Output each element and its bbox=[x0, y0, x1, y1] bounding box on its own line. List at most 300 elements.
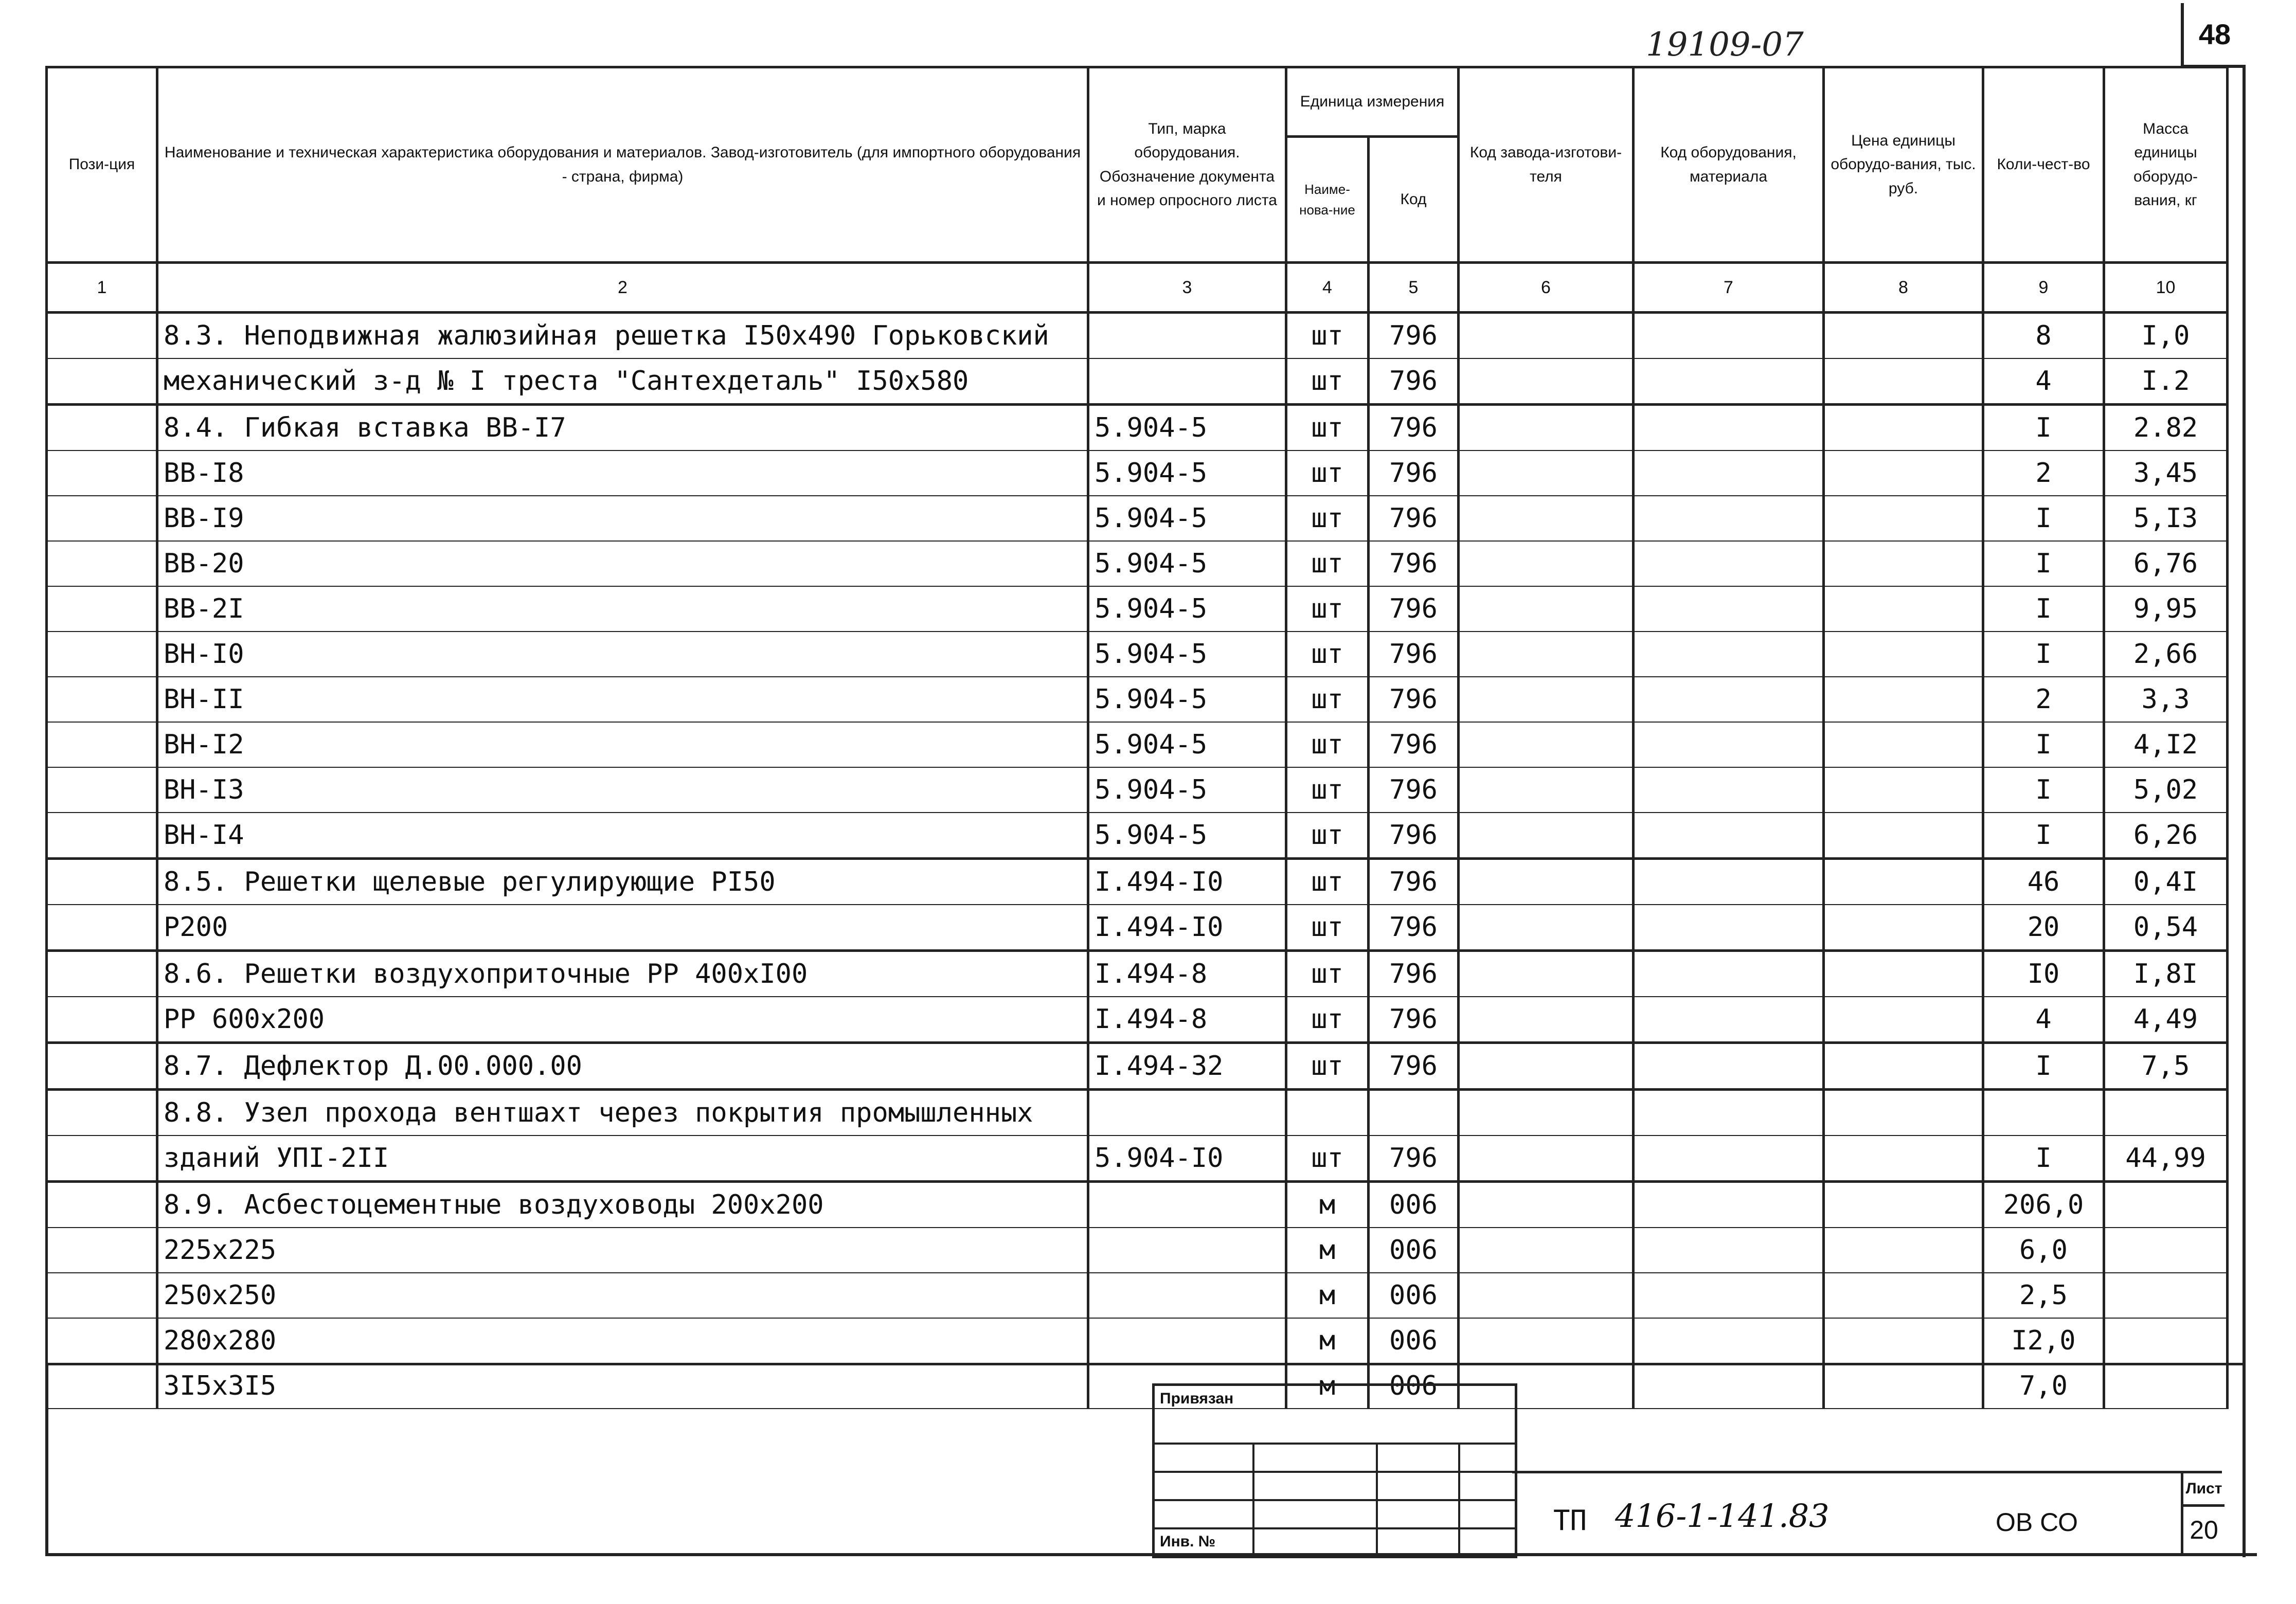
cell-maker-code bbox=[1459, 313, 1634, 359]
cell-position bbox=[47, 1090, 157, 1136]
cell-name: 250х250 bbox=[157, 1273, 1088, 1318]
table-row bbox=[47, 1043, 2228, 1090]
cell-unit-name: шт bbox=[1286, 405, 1369, 451]
cell-unit-name: шт bbox=[1286, 813, 1369, 859]
cell-type: 5.904-5 bbox=[1088, 450, 1286, 496]
cell-name: 280х280 bbox=[157, 1318, 1088, 1363]
cell-price bbox=[1824, 1228, 1983, 1273]
cell-equipment-code bbox=[1634, 405, 1824, 451]
table-row bbox=[47, 1273, 2228, 1318]
cell-quantity: 7,0 bbox=[1983, 1363, 2104, 1409]
cell-unit-name: шт bbox=[1286, 496, 1369, 541]
cell-maker-code bbox=[1459, 1136, 1634, 1182]
cell-equipment-code bbox=[1634, 1228, 1824, 1273]
cell-unit-code bbox=[1369, 1090, 1459, 1136]
cell-name: ВН-II bbox=[157, 677, 1088, 722]
cell-price bbox=[1824, 859, 1983, 905]
cell-mass: 9,95 bbox=[2104, 586, 2228, 632]
cell-unit-name: шт bbox=[1286, 541, 1369, 586]
cell-equipment-code bbox=[1634, 313, 1824, 359]
col-number: 3 bbox=[1088, 263, 1286, 313]
cell-unit-code: 006 bbox=[1369, 1363, 1459, 1409]
cell-maker-code bbox=[1459, 1318, 1634, 1363]
cell-unit-name: м bbox=[1286, 1363, 1369, 1409]
cell-maker-code bbox=[1459, 1228, 1634, 1273]
cell-price bbox=[1824, 632, 1983, 677]
cell-unit-name: шт bbox=[1286, 997, 1369, 1043]
cell-type: 5.904-5 bbox=[1088, 767, 1286, 813]
cell-position bbox=[47, 1182, 157, 1228]
col-number: 2 bbox=[157, 263, 1088, 313]
cell-type: I.494-8 bbox=[1088, 951, 1286, 997]
cell-unit-name: шт bbox=[1286, 632, 1369, 677]
header-maker-code: Код завода-изготови-теля bbox=[1459, 67, 1634, 263]
cell-unit-code: 006 bbox=[1369, 1228, 1459, 1273]
cell-unit-name: шт bbox=[1286, 905, 1369, 951]
cell-price bbox=[1824, 722, 1983, 767]
cell-price bbox=[1824, 1043, 1983, 1090]
cell-name: ВВ-20 bbox=[157, 541, 1088, 586]
cell-maker-code bbox=[1459, 358, 1634, 405]
cell-position bbox=[47, 632, 157, 677]
cell-maker-code bbox=[1459, 1090, 1634, 1136]
cell-quantity: I bbox=[1983, 541, 2104, 586]
col-number: 10 bbox=[2104, 263, 2228, 313]
cell-quantity: 8 bbox=[1983, 313, 2104, 359]
cell-name: 8.3. Неподвижная жалюзийная решетка I50х490 Горьковский bbox=[157, 313, 1088, 359]
cell-unit-code: 796 bbox=[1369, 358, 1459, 405]
table-row bbox=[47, 358, 2228, 405]
stamp-line bbox=[1155, 1499, 1515, 1501]
cell-mass bbox=[2104, 1273, 2228, 1318]
stamp-line bbox=[1155, 1471, 1515, 1473]
cell-maker-code bbox=[1459, 1273, 1634, 1318]
cell-price bbox=[1824, 767, 1983, 813]
table-row bbox=[47, 632, 2228, 677]
stamp-linked-label: Привязан bbox=[1160, 1390, 1234, 1407]
cell-unit-name: шт bbox=[1286, 358, 1369, 405]
cell-price bbox=[1824, 951, 1983, 997]
cell-position bbox=[47, 997, 157, 1043]
cell-unit-code: 796 bbox=[1369, 997, 1459, 1043]
cell-type: 5.904-5 bbox=[1088, 813, 1286, 859]
header-position: Пози-ция bbox=[47, 67, 157, 263]
cell-maker-code bbox=[1459, 1043, 1634, 1090]
cell-unit-name: шт bbox=[1286, 677, 1369, 722]
header-unit-code: Код bbox=[1369, 137, 1459, 263]
table-row bbox=[47, 1318, 2228, 1363]
cell-maker-code bbox=[1459, 905, 1634, 951]
table-row bbox=[47, 1090, 2228, 1136]
cell-quantity: I bbox=[1983, 586, 2104, 632]
cell-unit-code: 006 bbox=[1369, 1318, 1459, 1363]
table-row bbox=[47, 313, 2228, 359]
cell-mass: 6,76 bbox=[2104, 541, 2228, 586]
cell-position bbox=[47, 450, 157, 496]
cell-name: РР 600х200 bbox=[157, 997, 1088, 1043]
cell-position bbox=[47, 1363, 157, 1409]
cell-mass: 0,4I bbox=[2104, 859, 2228, 905]
cell-mass bbox=[2104, 1228, 2228, 1273]
cell-name: 3I5х3I5 bbox=[157, 1363, 1088, 1409]
header-type: Тип, марка оборудования. Обозначение документа и номер опросного листа bbox=[1088, 67, 1286, 263]
cell-position bbox=[47, 313, 157, 359]
table-row bbox=[47, 905, 2228, 951]
sheet-label: Лист bbox=[2183, 1473, 2225, 1507]
title-block bbox=[1512, 1471, 2222, 1556]
cell-price bbox=[1824, 496, 1983, 541]
frame-divider bbox=[45, 1363, 2243, 1365]
table-row bbox=[47, 767, 2228, 813]
title-project-number: 416-1-141.83 bbox=[1615, 1497, 1829, 1535]
cell-position bbox=[47, 1136, 157, 1182]
stamp-line bbox=[1155, 1443, 1515, 1445]
cell-name: механический з-д № I треста "Сантехдеталь" I50х580 bbox=[157, 358, 1088, 405]
title-section-code: ОВ СО bbox=[1996, 1508, 2078, 1537]
cell-type: 5.904-I0 bbox=[1088, 1136, 1286, 1182]
stamp-line bbox=[1376, 1443, 1378, 1556]
cell-unit-name: шт bbox=[1286, 450, 1369, 496]
cell-equipment-code bbox=[1634, 951, 1824, 997]
cell-unit-code: 796 bbox=[1369, 632, 1459, 677]
cell-position bbox=[47, 951, 157, 997]
cell-position bbox=[47, 859, 157, 905]
stamp-inv-label: Инв. № bbox=[1160, 1533, 1216, 1550]
table-row bbox=[47, 859, 2228, 905]
cell-quantity: 2 bbox=[1983, 677, 2104, 722]
cell-maker-code bbox=[1459, 813, 1634, 859]
cell-name: Р200 bbox=[157, 905, 1088, 951]
cell-maker-code bbox=[1459, 405, 1634, 451]
cell-position bbox=[47, 541, 157, 586]
cell-mass: 3,3 bbox=[2104, 677, 2228, 722]
stamp-line bbox=[1155, 1527, 1515, 1529]
cell-position bbox=[47, 405, 157, 451]
cell-type bbox=[1088, 358, 1286, 405]
cell-quantity: I2,0 bbox=[1983, 1318, 2104, 1363]
cell-unit-code: 006 bbox=[1369, 1273, 1459, 1318]
cell-equipment-code bbox=[1634, 997, 1824, 1043]
cell-mass: 2.82 bbox=[2104, 405, 2228, 451]
cell-equipment-code bbox=[1634, 1136, 1824, 1182]
table-row bbox=[47, 1136, 2228, 1182]
cell-name: зданий УПI-2II bbox=[157, 1136, 1088, 1182]
cell-equipment-code bbox=[1634, 450, 1824, 496]
cell-equipment-code bbox=[1634, 859, 1824, 905]
cell-name: 8.5. Решетки щелевые регулирующие РI50 bbox=[157, 859, 1088, 905]
cell-mass bbox=[2104, 1182, 2228, 1228]
cell-maker-code bbox=[1459, 767, 1634, 813]
cell-equipment-code bbox=[1634, 632, 1824, 677]
cell-unit-name: шт bbox=[1286, 951, 1369, 997]
cell-unit-code: 796 bbox=[1369, 1043, 1459, 1090]
cell-type: I.494-I0 bbox=[1088, 859, 1286, 905]
table-row bbox=[47, 1363, 2228, 1409]
cell-equipment-code bbox=[1634, 1363, 1824, 1409]
cell-price bbox=[1824, 405, 1983, 451]
cell-maker-code bbox=[1459, 541, 1634, 586]
cell-type: 5.904-5 bbox=[1088, 586, 1286, 632]
cell-unit-code: 796 bbox=[1369, 722, 1459, 767]
cell-unit-code: 796 bbox=[1369, 313, 1459, 359]
cell-name: ВВ-I9 bbox=[157, 496, 1088, 541]
cell-quantity: 206,0 bbox=[1983, 1182, 2104, 1228]
frame-left bbox=[45, 1363, 48, 1553]
col-number: 7 bbox=[1634, 263, 1824, 313]
cell-type bbox=[1088, 1318, 1286, 1363]
cell-quantity: I0 bbox=[1983, 951, 2104, 997]
cell-maker-code bbox=[1459, 1182, 1634, 1228]
cell-quantity: 2 bbox=[1983, 450, 2104, 496]
cell-mass bbox=[2104, 1090, 2228, 1136]
frame-bottom bbox=[45, 1553, 2257, 1556]
cell-quantity: 6,0 bbox=[1983, 1228, 2104, 1273]
sheet-number: 20 bbox=[2190, 1516, 2218, 1544]
cell-position bbox=[47, 586, 157, 632]
table-row bbox=[47, 1182, 2228, 1228]
header-quantity: Коли-чест-во bbox=[1983, 67, 2104, 263]
cell-position bbox=[47, 358, 157, 405]
cell-maker-code bbox=[1459, 997, 1634, 1043]
cell-mass: 2,66 bbox=[2104, 632, 2228, 677]
header-mass: Масса единицы оборудо-вания, кг bbox=[2104, 67, 2228, 263]
cell-price bbox=[1824, 1182, 1983, 1228]
cell-quantity: I bbox=[1983, 722, 2104, 767]
cell-name: ВН-I2 bbox=[157, 722, 1088, 767]
cell-equipment-code bbox=[1634, 1182, 1824, 1228]
cell-price bbox=[1824, 813, 1983, 859]
cell-unit-code: 796 bbox=[1369, 405, 1459, 451]
cell-name: ВН-I3 bbox=[157, 767, 1088, 813]
cell-name: 8.9. Асбестоцементные воздуховоды 200х200 bbox=[157, 1182, 1088, 1228]
linking-stamp bbox=[1152, 1383, 1517, 1558]
cell-name: 8.6. Решетки воздухоприточные РР 400хI00 bbox=[157, 951, 1088, 997]
cell-name: 225х225 bbox=[157, 1228, 1088, 1273]
cell-position bbox=[47, 767, 157, 813]
col-number: 4 bbox=[1286, 263, 1369, 313]
cell-maker-code bbox=[1459, 632, 1634, 677]
cell-equipment-code bbox=[1634, 1090, 1824, 1136]
cell-name: 8.8. Узел прохода вентшахт через покрытия промышленных bbox=[157, 1090, 1088, 1136]
cell-type: 5.904-5 bbox=[1088, 541, 1286, 586]
cell-price bbox=[1824, 1273, 1983, 1318]
cell-position bbox=[47, 496, 157, 541]
cell-mass: 7,5 bbox=[2104, 1043, 2228, 1090]
cell-unit-code: 796 bbox=[1369, 496, 1459, 541]
cell-position bbox=[47, 1043, 157, 1090]
cell-type bbox=[1088, 1090, 1286, 1136]
cell-maker-code bbox=[1459, 677, 1634, 722]
cell-quantity: 20 bbox=[1983, 905, 2104, 951]
cell-unit-code: 796 bbox=[1369, 541, 1459, 586]
frame-right bbox=[2243, 66, 2246, 1557]
cell-unit-name bbox=[1286, 1090, 1369, 1136]
col-number: 6 bbox=[1459, 263, 1634, 313]
cell-unit-name: м bbox=[1286, 1318, 1369, 1363]
cell-price bbox=[1824, 541, 1983, 586]
cell-equipment-code bbox=[1634, 767, 1824, 813]
cell-name: 8.4. Гибкая вставка ВВ-I7 bbox=[157, 405, 1088, 451]
table-row bbox=[47, 1228, 2228, 1273]
cell-quantity: I bbox=[1983, 767, 2104, 813]
cell-price bbox=[1824, 313, 1983, 359]
cell-price bbox=[1824, 1363, 1983, 1409]
cell-quantity bbox=[1983, 1090, 2104, 1136]
cell-equipment-code bbox=[1634, 1318, 1824, 1363]
col-number: 9 bbox=[1983, 263, 2104, 313]
table-row bbox=[47, 405, 2228, 451]
cell-unit-code: 006 bbox=[1369, 1182, 1459, 1228]
header-equipment-code: Код оборудования, материала bbox=[1634, 67, 1824, 263]
cell-unit-code: 796 bbox=[1369, 905, 1459, 951]
cell-unit-name: шт bbox=[1286, 1136, 1369, 1182]
cell-name: ВВ-2I bbox=[157, 586, 1088, 632]
table-row bbox=[47, 586, 2228, 632]
cell-mass bbox=[2104, 1363, 2228, 1409]
cell-maker-code bbox=[1459, 722, 1634, 767]
cell-equipment-code bbox=[1634, 496, 1824, 541]
cell-mass: I.2 bbox=[2104, 358, 2228, 405]
cell-quantity: I bbox=[1983, 1136, 2104, 1182]
cell-equipment-code bbox=[1634, 905, 1824, 951]
table-row bbox=[47, 450, 2228, 496]
cell-type: 5.904-5 bbox=[1088, 722, 1286, 767]
table-row bbox=[47, 813, 2228, 859]
cell-maker-code bbox=[1459, 450, 1634, 496]
cell-maker-code bbox=[1459, 951, 1634, 997]
cell-price bbox=[1824, 450, 1983, 496]
cell-position bbox=[47, 905, 157, 951]
cell-position bbox=[47, 677, 157, 722]
col-number: 5 bbox=[1369, 263, 1459, 313]
cell-type: I.494-8 bbox=[1088, 997, 1286, 1043]
cell-equipment-code bbox=[1634, 677, 1824, 722]
sheet-box bbox=[2181, 1473, 2225, 1556]
cell-type bbox=[1088, 1228, 1286, 1273]
cell-type: I.494-32 bbox=[1088, 1043, 1286, 1090]
cell-position bbox=[47, 722, 157, 767]
table-row bbox=[47, 541, 2228, 586]
cell-mass: 0,54 bbox=[2104, 905, 2228, 951]
cell-quantity: 4 bbox=[1983, 358, 2104, 405]
cell-mass: 5,02 bbox=[2104, 767, 2228, 813]
cell-position bbox=[47, 813, 157, 859]
cell-type: 5.904-5 bbox=[1088, 405, 1286, 451]
cell-price bbox=[1824, 997, 1983, 1043]
cell-equipment-code bbox=[1634, 722, 1824, 767]
title-tp: ТП bbox=[1553, 1504, 1587, 1537]
cell-unit-code: 796 bbox=[1369, 813, 1459, 859]
cell-unit-code: 796 bbox=[1369, 951, 1459, 997]
cell-unit-name: шт bbox=[1286, 767, 1369, 813]
cell-position bbox=[47, 1228, 157, 1273]
cell-mass: 4,49 bbox=[2104, 997, 2228, 1043]
table-row bbox=[47, 677, 2228, 722]
cell-type: I.494-I0 bbox=[1088, 905, 1286, 951]
table-row bbox=[47, 951, 2228, 997]
cell-unit-name: м bbox=[1286, 1182, 1369, 1228]
cell-position bbox=[47, 1273, 157, 1318]
cell-quantity: I bbox=[1983, 405, 2104, 451]
cell-type bbox=[1088, 313, 1286, 359]
cell-mass: 3,45 bbox=[2104, 450, 2228, 496]
cell-mass: 6,26 bbox=[2104, 813, 2228, 859]
stamp-line bbox=[1458, 1443, 1460, 1556]
cell-name: ВВ-I8 bbox=[157, 450, 1088, 496]
cell-price bbox=[1824, 905, 1983, 951]
cell-type: 5.904-5 bbox=[1088, 496, 1286, 541]
cell-maker-code bbox=[1459, 496, 1634, 541]
col-number: 8 bbox=[1824, 263, 1983, 313]
cell-position bbox=[47, 1318, 157, 1363]
cell-mass bbox=[2104, 1318, 2228, 1363]
cell-unit-code: 796 bbox=[1369, 859, 1459, 905]
specification-table bbox=[45, 66, 2229, 1409]
table-row bbox=[47, 997, 2228, 1043]
doc-number: 19109-07 bbox=[1646, 26, 1804, 64]
stamp-line bbox=[1252, 1443, 1254, 1556]
table-row bbox=[47, 496, 2228, 541]
cell-equipment-code bbox=[1634, 1273, 1824, 1318]
header-unit-group: Единица измерения bbox=[1286, 67, 1459, 137]
cell-type bbox=[1088, 1182, 1286, 1228]
cell-name: ВН-I0 bbox=[157, 632, 1088, 677]
cell-mass: 5,I3 bbox=[2104, 496, 2228, 541]
col-number: 1 bbox=[47, 263, 157, 313]
cell-unit-name: шт bbox=[1286, 1043, 1369, 1090]
cell-quantity: 46 bbox=[1983, 859, 2104, 905]
cell-price bbox=[1824, 586, 1983, 632]
cell-unit-code: 796 bbox=[1369, 586, 1459, 632]
cell-unit-name: м bbox=[1286, 1228, 1369, 1273]
cell-price bbox=[1824, 1136, 1983, 1182]
table-row bbox=[47, 722, 2228, 767]
cell-maker-code bbox=[1459, 859, 1634, 905]
cell-unit-code: 796 bbox=[1369, 677, 1459, 722]
cell-mass: 44,99 bbox=[2104, 1136, 2228, 1182]
cell-mass: 4,I2 bbox=[2104, 722, 2228, 767]
cell-quantity: I bbox=[1983, 632, 2104, 677]
cell-unit-code: 796 bbox=[1369, 1136, 1459, 1182]
header-name: Наименование и техническая характеристика оборудования и материалов. Завод-изготовитель (для импортного оборудования - страна, фирма) bbox=[157, 67, 1088, 263]
cell-unit-name: шт bbox=[1286, 586, 1369, 632]
header-price: Цена единицы оборудо-вания, тыс. руб. bbox=[1824, 67, 1983, 263]
cell-price bbox=[1824, 358, 1983, 405]
cell-maker-code bbox=[1459, 586, 1634, 632]
cell-name: ВН-I4 bbox=[157, 813, 1088, 859]
cell-mass: I,0 bbox=[2104, 313, 2228, 359]
cell-quantity: 2,5 bbox=[1983, 1273, 2104, 1318]
cell-equipment-code bbox=[1634, 358, 1824, 405]
cell-type: 5.904-5 bbox=[1088, 677, 1286, 722]
cell-unit-name: м bbox=[1286, 1273, 1369, 1318]
cell-quantity: I bbox=[1983, 813, 2104, 859]
cell-unit-code: 796 bbox=[1369, 450, 1459, 496]
cell-mass: I,8I bbox=[2104, 951, 2228, 997]
cell-unit-name: шт bbox=[1286, 722, 1369, 767]
header-unit-name: Наиме-нова-ние bbox=[1286, 137, 1369, 263]
cell-unit-name: шт bbox=[1286, 313, 1369, 359]
cell-type bbox=[1088, 1273, 1286, 1318]
cell-equipment-code bbox=[1634, 1043, 1824, 1090]
cell-quantity: I bbox=[1983, 1043, 2104, 1090]
cell-unit-code: 796 bbox=[1369, 767, 1459, 813]
cell-quantity: I bbox=[1983, 496, 2104, 541]
cell-equipment-code bbox=[1634, 813, 1824, 859]
cell-quantity: 4 bbox=[1983, 997, 2104, 1043]
cell-unit-name: шт bbox=[1286, 859, 1369, 905]
cell-price bbox=[1824, 1090, 1983, 1136]
